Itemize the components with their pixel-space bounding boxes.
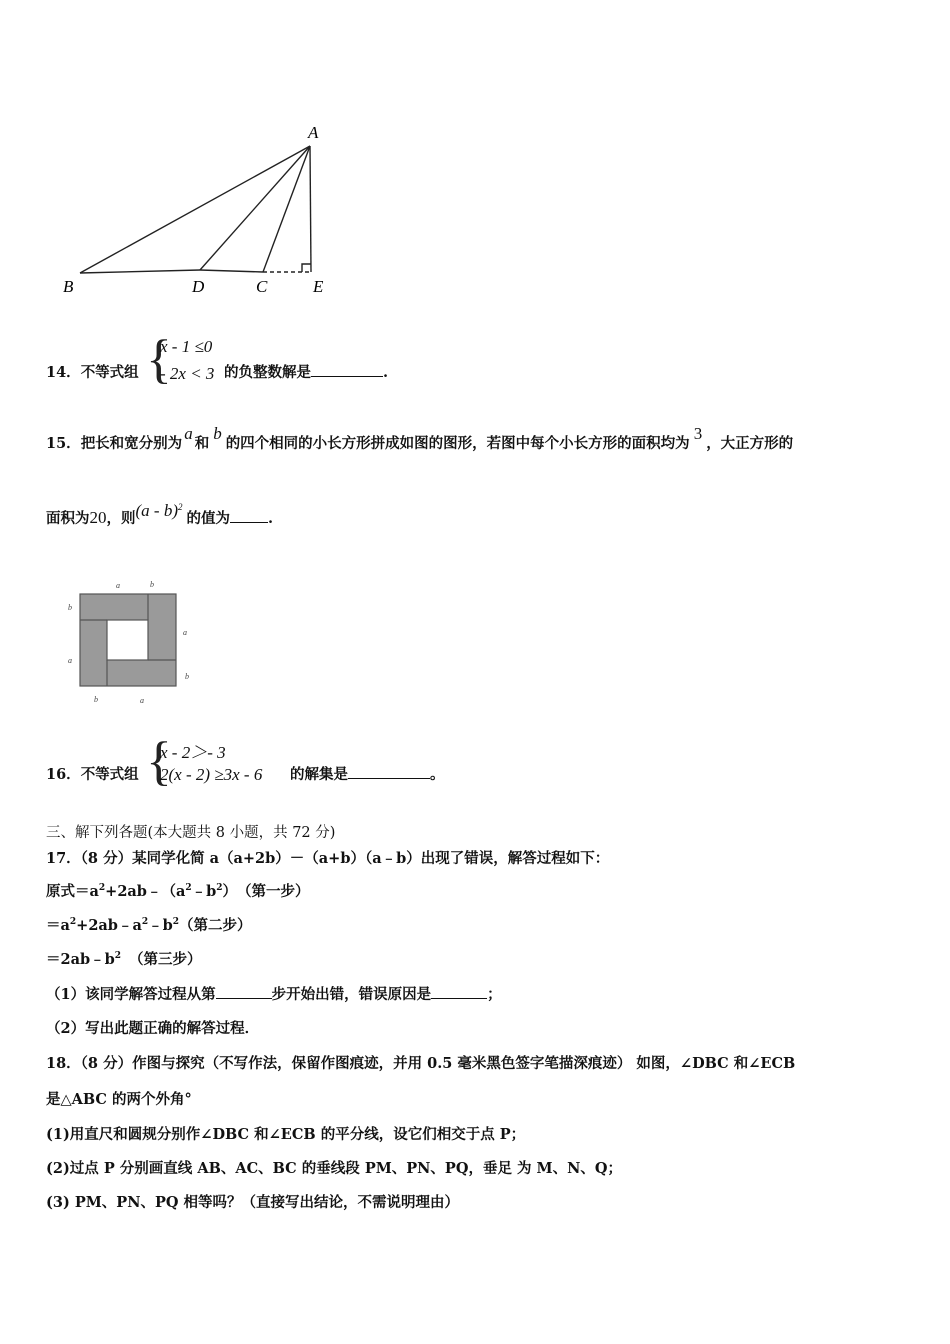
right-angle-mark <box>302 264 311 272</box>
q18-item-3: (3) PM、PN、PQ 相等吗？（直接写出结论，不需说明理由） <box>46 1194 460 1211</box>
q18-prompt-line2: 是△ABC 的两个外角° <box>46 1091 192 1108</box>
q15-big-area: 20 <box>89 508 107 527</box>
q14-answer-blank[interactable] <box>311 362 383 377</box>
label-bottom-a: a <box>140 696 144 705</box>
q16-number-lead: 16．不等式组 <box>46 766 139 783</box>
q16-inequality-2: 2(x - 2) ≥3x - 6 <box>160 765 263 784</box>
q16-answer-blank[interactable] <box>348 764 430 779</box>
q17-step-blank[interactable] <box>216 984 272 999</box>
q14-inequality-2: - 2x < 3 <box>160 364 215 383</box>
label-left-b: b <box>68 603 72 612</box>
q16-inequality-1: x - 2＞- 3 <box>160 743 226 762</box>
q17-step-1: 原式$=a^2+2ab﹣(a^2﹣b^2)$ （第一步） <box>46 883 310 900</box>
q14-inequality-1: x - 1 ≤0 <box>160 337 213 356</box>
q17-subquestion-2: （2）写出此题正确的解答过程． <box>46 1020 260 1037</box>
segment-dc <box>200 270 263 272</box>
label-top-b: b <box>150 580 154 589</box>
label-left-a: a <box>68 656 72 665</box>
label-e: E <box>313 277 324 296</box>
q14-brace: { <box>146 329 172 389</box>
label-right-a: a <box>183 628 187 637</box>
label-right-b: b <box>185 672 189 681</box>
label-d: D <box>192 277 205 296</box>
segment-bd <box>80 270 200 273</box>
segment-ab <box>80 146 310 273</box>
q16-tail: 的解集是 。 <box>290 766 445 783</box>
segment-ae <box>310 146 311 272</box>
q15-expression: (a - b)$^2$ <box>135 501 183 520</box>
q15-line1: 15．把长和宽分别为a和b的四个相同的小长方形拼成如图的图形，若图中每个小长方形的面积均为3，大正方形的 <box>46 424 794 452</box>
square-figure <box>60 575 200 710</box>
q17-subquestion-1: （1）该同学解答过程从第 步开始出错，错误原因是 ； <box>46 986 502 1003</box>
q15-area-value: 3 <box>693 424 703 443</box>
q18-item-2: (2)过点 P 分别画直线 AB、AC、BC 的垂线段 PM、PN、PQ，垂足 为 M、N、Q； <box>46 1160 622 1177</box>
segment-ad <box>200 146 310 270</box>
q18-prompt-line1: 18．（8 分）作图与探究（不写作法，保留作图痕迹，并用 0.5 毫米黑色签字笔描深痕迹） 如图，∠DBC 和∠ECB <box>46 1055 796 1072</box>
label-top-a: a <box>116 581 120 590</box>
label-a: A <box>308 123 319 142</box>
q18-item-1: (1)用直尺和圆规分别作∠DBC 和∠ECB 的平分线，设它们相交于点 P； <box>46 1126 526 1143</box>
q15-var-a: a <box>184 424 193 443</box>
q15-line2: 面积为20，则(a - b)$^2$的值为 . <box>46 501 274 527</box>
q16-brace: { <box>146 731 172 791</box>
section-3-heading: 三、解下列各题(本大题共 8 小题，共 72 分) <box>46 825 336 841</box>
label-bottom-b: b <box>94 695 98 704</box>
label-b: B <box>63 277 74 296</box>
q14-tail: 的负整数解是 . <box>224 364 389 381</box>
triangle-figure <box>55 118 345 303</box>
segment-ac <box>263 146 310 272</box>
q17-reason-blank[interactable] <box>431 984 487 999</box>
label-c: C <box>256 277 268 296</box>
q17-prompt: 17．（8 分）某同学化简 a（a+2b）－（a+b）（a﹣b）出现了错误，解答过程如下： <box>46 850 610 867</box>
inner-square <box>107 620 148 660</box>
q17-step-2: $=a^2+2ab﹣a^2﹣b^2$（第二步） <box>46 917 252 934</box>
q15-answer-blank[interactable] <box>230 508 268 523</box>
q15-var-b: b <box>213 424 222 443</box>
q17-step-3: $=2ab﹣b^2$ （第三步） <box>46 951 202 968</box>
q14-number-lead: 14．不等式组 <box>46 364 139 381</box>
